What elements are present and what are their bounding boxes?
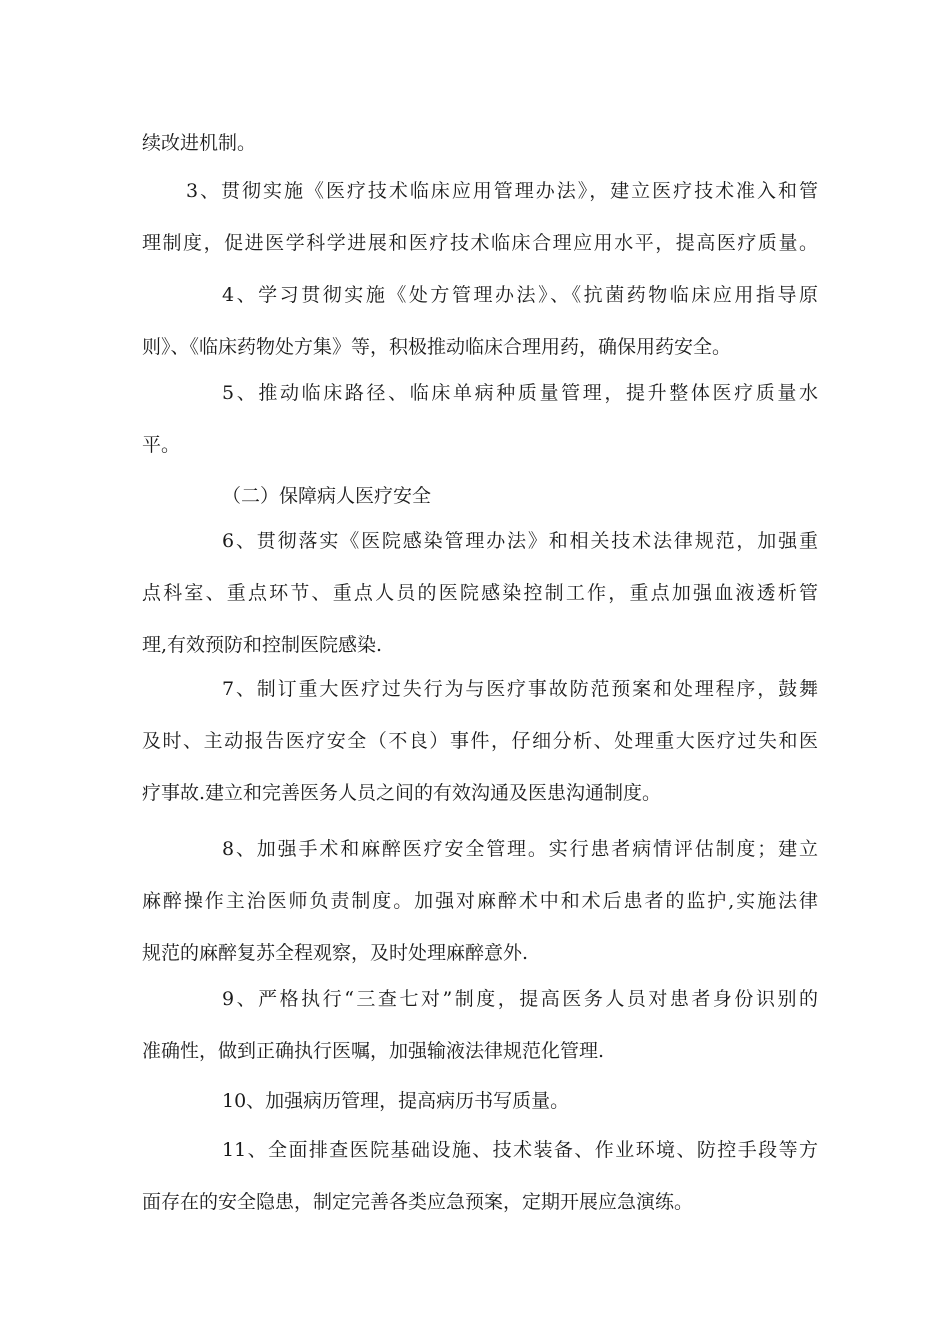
paragraph-item-5 [142, 367, 818, 471]
paragraph-line: 10、加强病历管理，提高病历书写质量。 [222, 1090, 570, 1112]
paragraph-line: 8、加强手术和麻醉医疗安全管理。实行患者病情评估制度；建立 [222, 838, 818, 860]
paragraph-line: 11、全面排查医院基础设施、技术装备、作业环境、防控手段等方 [222, 1139, 818, 1161]
paragraph-line: 点科室、重点环节、重点人员的医院感染控制工作，重点加强血液透析管 [142, 582, 818, 604]
paragraph-line: 7、制订重大医疗过失行为与医疗事故防范预案和处理程序，鼓舞 [222, 678, 818, 700]
paragraph-line: 3、贯彻实施《医疗技术临床应用管理办法》，建立医疗技术准入和管 [186, 180, 818, 202]
paragraph-item-3 [142, 165, 818, 269]
paragraph-item-9 [142, 973, 818, 1077]
paragraph-item-4 [142, 269, 818, 373]
paragraph-line: 疗事故.建立和完善医务人员之间的有效沟通及医患沟通制度。 [142, 782, 662, 804]
paragraph-line: 平。 [142, 434, 181, 456]
paragraph-line: 理制度，促进医学科学进展和医疗技术临床合理应用水平，提高医疗质量。 [142, 232, 818, 254]
paragraph-item-8 [142, 823, 818, 979]
paragraph-line: 5、推动临床路径、临床单病种质量管理，提升整体医疗质量水 [222, 382, 818, 404]
paragraph-item-6 [142, 515, 818, 671]
paragraph-line: 9、严格执行“三查七对”制度，提高医务人员对患者身份识别的 [222, 988, 818, 1010]
paragraph-continuation [142, 117, 818, 169]
paragraph-line: 4、学习贯彻实施《处方管理办法》、《抗菌药物临床应用指导原 [222, 284, 818, 306]
section-heading-text: （二）保障病人医疗安全 [222, 485, 432, 507]
paragraph-line: 规范的麻醉复苏全程观察，及时处理麻醉意外. [142, 942, 529, 964]
paragraph-line: 6、贯彻落实《医院感染管理办法》和相关技术法律规范，加强重 [222, 530, 818, 552]
paragraph-line: 理,有效预防和控制医院感染. [142, 634, 383, 656]
paragraph-line: 麻醉操作主治医师负责制度。加强对麻醉术中和术后患者的监护,实施法律 [142, 890, 818, 912]
paragraph-line: 续改进机制。 [142, 132, 257, 154]
paragraph-line: 面存在的安全隐患，制定完善各类应急预案，定期开展应急演练。 [142, 1191, 694, 1213]
paragraph-line: 及时、主动报告医疗安全（不良）事件，仔细分析、处理重大医疗过失和医 [142, 730, 818, 752]
paragraph-item-11 [142, 1124, 818, 1228]
paragraph-line: 则》、《临床药物处方集》等，积极推动临床合理用药，确保用药安全。 [142, 336, 732, 358]
paragraph-item-7 [142, 663, 818, 819]
paragraph-item-10 [142, 1075, 818, 1127]
paragraph-line: 准确性，做到正确执行医嘱，加强输液法律规范化管理. [142, 1040, 605, 1062]
